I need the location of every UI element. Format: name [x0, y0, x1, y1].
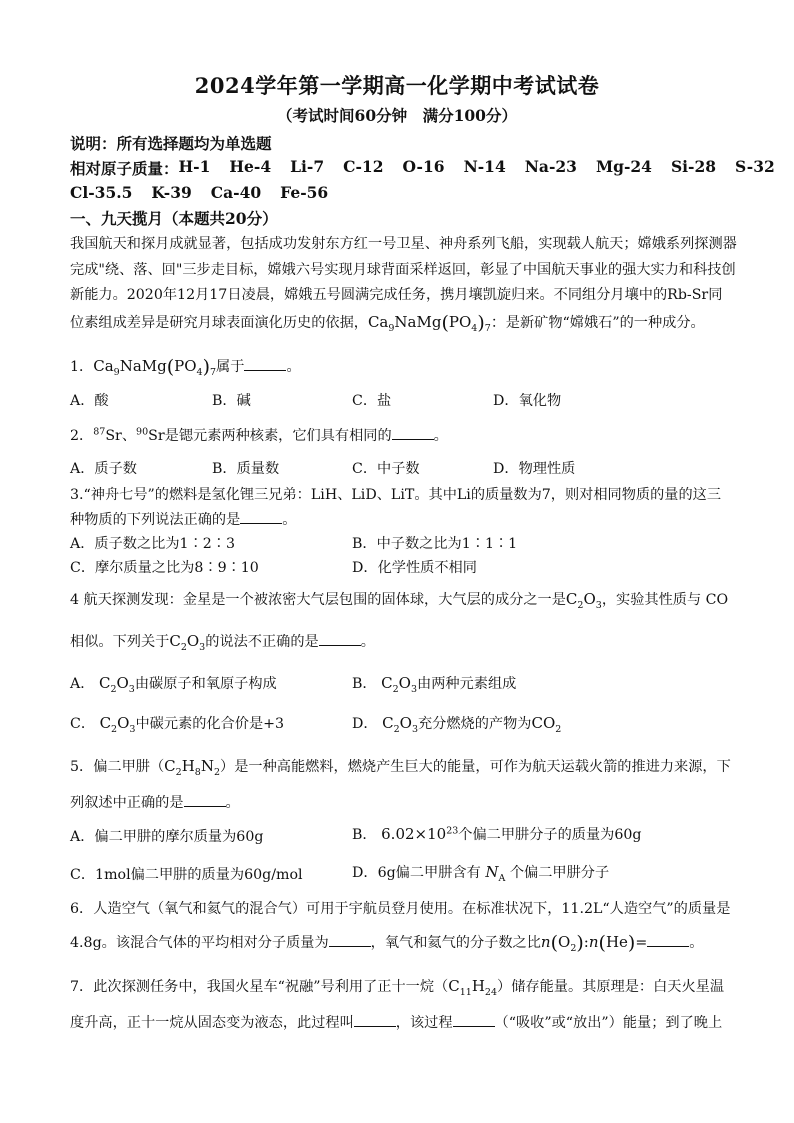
- question-text: 4 航天探测发现：金星是一个被浓密大气层包围的固体球，大气层的成分之一是: [70, 592, 566, 608]
- option-a: A．质子数之比为1∶2∶3: [70, 536, 236, 552]
- question-text: 的说法不正确的是: [205, 634, 319, 650]
- answer-blank[interactable]: [319, 633, 361, 646]
- question-4-stem-2: [70, 631, 730, 653]
- atomic-mass: H-1: [178, 157, 211, 176]
- question-5-stem-2: [70, 792, 730, 812]
- question-text: 5．偏二甲肼（: [70, 759, 165, 775]
- question-text: ）储存能量。其原理是：白天火星温: [497, 979, 725, 995]
- answer-blank[interactable]: [240, 511, 282, 524]
- mass-number: 90: [136, 426, 149, 438]
- question-text: =: [635, 935, 648, 951]
- avogadro-symbol: N: [485, 863, 499, 881]
- intro-line: [70, 311, 730, 334]
- answer-blank[interactable]: [244, 358, 286, 371]
- question-text: 。: [360, 634, 375, 650]
- option-a: A．质子数: [70, 461, 137, 477]
- option-c: C．1mol偏二甲肼的质量为60g/mol: [70, 867, 303, 883]
- question-4-stem: [70, 589, 730, 611]
- atomic-mass: O-16: [402, 157, 445, 176]
- option-d: D．氧化物: [493, 393, 562, 409]
- option-label: A．: [70, 676, 95, 692]
- option-text: 由两种元素组成: [417, 676, 517, 692]
- question-text: ，该过程: [395, 1015, 453, 1031]
- formula-c2h8n2: $C_2H_8N_2$: [164, 757, 220, 778]
- question-text: 属于: [216, 359, 245, 375]
- option-c: [70, 713, 284, 735]
- question-text: 种物质的下列说法正确的是: [70, 512, 241, 528]
- atomic-mass: S-32: [735, 157, 775, 176]
- question-3-stem: 3.“神舟七号”的燃料是氢化锂三兄弟：LiH、LiD、LiT。其中Li的质量数为7，则对相同物质的量的这三: [70, 487, 722, 503]
- option-text: 个偏二甲肼分子的质量为60g: [458, 827, 642, 843]
- option-c: C．盐: [352, 393, 392, 409]
- mass-number: 87: [93, 426, 106, 438]
- intro-text: 位素组成差异是研究月球表面演化历史的依据，: [70, 315, 368, 331]
- atomic-masses-line-2: [70, 183, 328, 202]
- formula-c11h24: $C_{11}H_{24}$: [448, 977, 497, 998]
- option-d: [352, 862, 609, 884]
- atomic-mass: Mg-24: [595, 157, 652, 176]
- option-a: [70, 673, 277, 695]
- formula-changeite: $Ca_9NaMg(PO_4)_7$：: [367, 312, 506, 334]
- option-b: [352, 673, 516, 695]
- formula-c2o3: $C_2O_3$: [99, 714, 136, 735]
- option-c: C．摩尔质量之比为8∶9∶10: [70, 560, 259, 576]
- question-text: 7．此次探测任务中，我国火星车“祝融”号利用了正十一烷（: [70, 979, 449, 995]
- question-7-stem-2: [70, 1012, 730, 1032]
- question-text: 。: [282, 512, 297, 528]
- atomic-mass: Cl-35.5: [70, 183, 133, 202]
- option-label: D．: [352, 716, 378, 732]
- atomic-mass: Si-28: [670, 157, 717, 176]
- question-6-stem: 6．人造空气（氧气和氦气的混合气）可用于宇航员登月使用。在标准状况下，11.2L“人造空气”的质量是: [70, 901, 731, 917]
- question-text: ）是一种高能燃料，燃烧产生巨大的能量，可作为航天运载火箭的推进力来源，下: [220, 759, 731, 775]
- question-7-stem: [70, 976, 730, 998]
- question-number: 1．: [70, 359, 94, 375]
- option-c: C．中子数: [352, 461, 420, 477]
- question-text: 4.8g。该混合气体的平均相对分子质量为: [70, 935, 329, 951]
- answer-blank[interactable]: [392, 427, 434, 440]
- formula-c2o3: $C_2O_3$: [565, 590, 602, 611]
- option-a: A．酸: [70, 393, 109, 409]
- exponent: 23: [446, 825, 459, 837]
- exam-title: 2024学年第一学期高一化学期中考试试卷: [194, 73, 600, 98]
- question-text: ，实验其性质与 CO: [601, 592, 729, 608]
- option-b: B．质量数: [212, 461, 280, 477]
- question-text: 、: [121, 428, 137, 444]
- atomic-mass: He-4: [229, 157, 272, 176]
- option-text: D．6g偏二甲肼含有: [352, 865, 481, 881]
- question-number: 2．: [70, 428, 94, 444]
- avogadro-number: 6.02×10: [381, 825, 447, 843]
- question-text: 。: [433, 428, 448, 444]
- option-label: B．: [352, 676, 377, 692]
- option-d: [352, 713, 561, 735]
- question-text: 相似。下列关于: [70, 634, 170, 650]
- question-5-stem: [70, 756, 730, 778]
- instruction-note: 说明：所有选择题均为单选题: [70, 134, 272, 153]
- question-text: 。: [225, 795, 240, 811]
- atomic-mass: Ca-40: [210, 183, 262, 202]
- intro-line: 完成"绕、落、回"三步走目标，嫦娥六号实现月球背面采样返回，彰显了中国航天事业的强大实力和科技创: [70, 262, 736, 278]
- atomic-masses-line-1: [70, 157, 775, 179]
- intro-line: 我国航天和探月成就显著，包括成功发射东方红一号卫星、神舟系列飞船，实现载人航天；嫦娥系列探测器: [70, 236, 737, 252]
- option-b: B．碱: [212, 393, 251, 409]
- option-text: 充分燃烧的产物为: [417, 716, 532, 732]
- formula-c2o3: $C_2O_3$: [98, 674, 135, 695]
- avogadro-subscript: A: [498, 872, 506, 884]
- question-text: 度升高，正十一烷从固态变为液态，此过程叫: [70, 1015, 354, 1031]
- formula-co2: $CO_2$: [531, 714, 562, 735]
- question-text: 列叙述中正确的是: [70, 795, 184, 811]
- element-symbol: Sr: [148, 428, 165, 444]
- option-label: C．: [70, 716, 96, 732]
- exam-subtitle: （考试时间60分钟 满分100分）: [277, 106, 517, 125]
- option-a: A．偏二甲肼的摩尔质量为60g: [70, 829, 264, 845]
- formula-c2o3: $C_2O_3$: [382, 714, 418, 735]
- option-text: 由碳原子和氧原子构成: [134, 676, 277, 692]
- question-3-stem-2: [70, 509, 730, 529]
- question-1-stem: [70, 356, 730, 378]
- answer-blank[interactable]: [329, 934, 371, 947]
- option-text: 中碳元素的化合价是+3: [135, 716, 285, 732]
- option-b: [352, 824, 642, 844]
- ratio-expression: $n(O_2):n(He)$: [540, 932, 636, 954]
- atomic-mass-label: 相对原子质量：: [70, 159, 179, 178]
- intro-line: 新能力。2020年12月17日凌晨，嫦娥五号圆满完成任务，携月壤凯旋归来。不同组分月壤中的Rb-Sr同: [70, 287, 723, 303]
- option-label: B．: [352, 827, 377, 843]
- atomic-mass: Fe-56: [280, 183, 329, 202]
- question-6-stem-2: 4.8g。该混合气体的平均相对分子质量为 ，氧气和氦气的分子数之比$n(O_2):n(He)=$ 。: [70, 932, 704, 954]
- element-symbol: Sr: [105, 428, 122, 444]
- atomic-mass: K-39: [151, 183, 192, 202]
- question-2-stem: [70, 425, 730, 445]
- answer-blank[interactable]: [453, 1014, 495, 1027]
- answer-blank[interactable]: [647, 934, 689, 947]
- atomic-mass: Na-23: [524, 157, 577, 176]
- option-text: 个偏二甲肼分子: [509, 865, 610, 881]
- formula-c2o3: $C_2O_3$: [381, 674, 418, 695]
- section-heading: 一、九天揽月（本题共20分）: [70, 209, 278, 228]
- formula-c2o3: $C_2O_3$: [169, 632, 206, 653]
- option-d: D．物理性质: [493, 461, 576, 477]
- answer-blank[interactable]: [184, 794, 226, 807]
- answer-blank[interactable]: [354, 1014, 396, 1027]
- question-text: 是锶元素两种核素，它们具有相同的: [164, 428, 392, 444]
- atomic-mass: Li-7: [290, 157, 325, 176]
- option-b: B．中子数之比为1∶1∶1: [352, 536, 518, 552]
- question-text: 。: [286, 359, 301, 375]
- option-d: D．化学性质不相同: [352, 560, 477, 576]
- question-text: （“吸收”或“放出”）能量；到了晚上: [494, 1015, 723, 1031]
- atomic-mass: C-12: [343, 157, 384, 176]
- intro-text: 是新矿物“嫦娥石”的一种成分。: [505, 315, 705, 331]
- atomic-mass: N-14: [463, 157, 506, 176]
- question-text: ，氧气和氦气的分子数之比: [370, 935, 541, 951]
- formula-changeite: $Ca_9NaMg(PO_4)_7$: [93, 356, 217, 378]
